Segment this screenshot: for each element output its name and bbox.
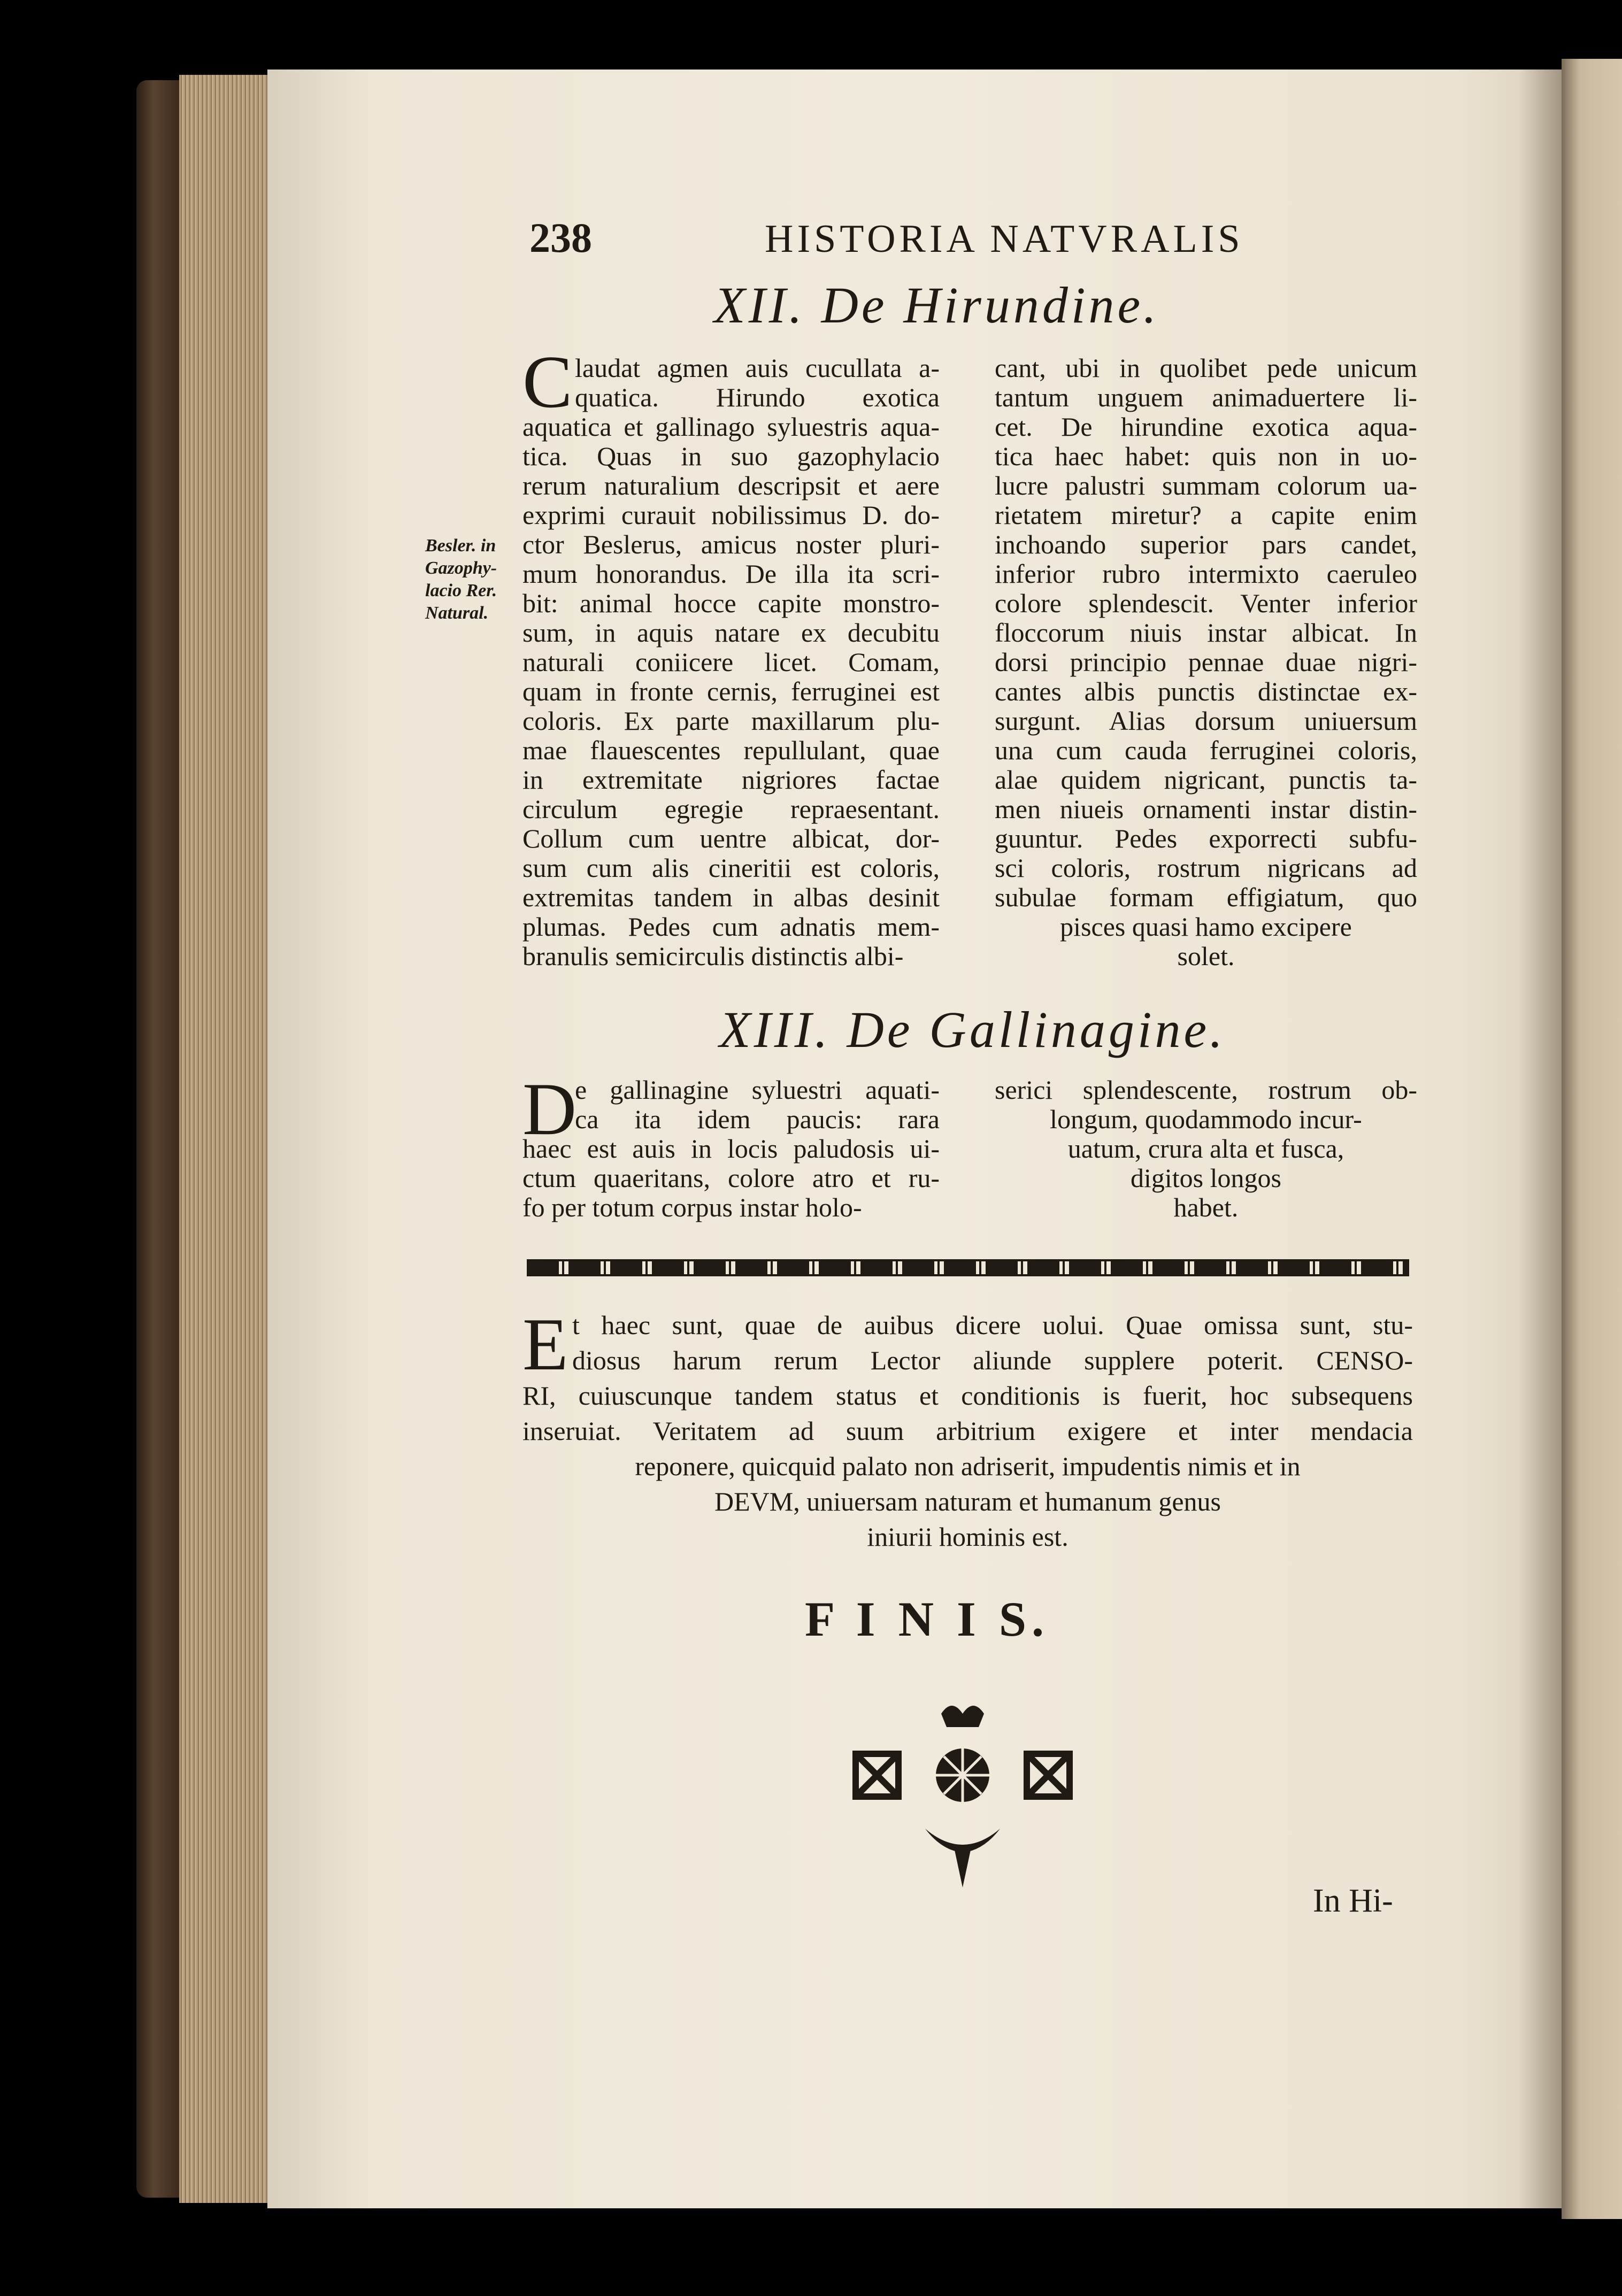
spine-shadow [1519, 70, 1562, 2208]
text-line: t haec sunt, quae de auibus dicere uolui. Quae omissa sunt, stu- [572, 1310, 1413, 1340]
printers-ornament [834, 1695, 1080, 1893]
text-line: extremitas tandem in albas desinit [522, 882, 940, 912]
running-title: HISTORIA NATVRALIS [765, 217, 1244, 261]
text-line: sum cum alis cineritii est coloris, [522, 853, 940, 883]
text-line: surgunt. Alias dorsum uniuersum [995, 706, 1417, 736]
text-line: in extremitate nigriores factae [522, 765, 940, 795]
text-line: ca ita idem paucis: rara [575, 1104, 940, 1134]
facing-page-edge [1562, 59, 1622, 2219]
text-line: cantes albis punctis distinctae ex- [995, 676, 1417, 706]
crown-icon [941, 1706, 984, 1727]
text-line: sum, in aquis natare ex decubitu [522, 618, 940, 648]
text-line: diosus harum rerum Lector aliunde supplere poterit. CENSO- [572, 1345, 1413, 1375]
text-line: quatica. Hirundo exotica [575, 382, 940, 412]
text-line: laudat agmen auis cucullata a- [575, 353, 940, 383]
text-line: habet. [1173, 1192, 1239, 1222]
text-line: dorsi principio pennae duae nigri- [995, 647, 1417, 677]
ornamental-rule [527, 1259, 1409, 1276]
text-line: Collum cum uentre albicat, dor- [522, 823, 940, 853]
text-line: solet. [1177, 941, 1235, 971]
text-line: bit: animal hocce capite monstro- [522, 588, 940, 618]
text-line: alae quidem nigricant, punctis ta- [995, 765, 1417, 795]
text-line: una cum cauda ferruginei coloris, [995, 735, 1417, 765]
text-line: haec est auis in locis paludosis ui- [522, 1134, 940, 1164]
text-line: RI, cuiuscunque tandem status et conditionis is fuerit, hoc subsequens [522, 1381, 1413, 1411]
text-line: lucre palustri summam colorum ua- [995, 471, 1417, 500]
text-line: inferior rubro intermixto caeruleo [995, 559, 1417, 589]
text-line: floccorum niuis instar albicat. In [995, 618, 1417, 648]
text-line: fo per totum corpus instar holo- [522, 1192, 862, 1222]
text-line: mae flauescentes repullulant, quae [522, 735, 940, 765]
margin-note-line: Besler. in [425, 536, 496, 556]
text-line: colore splendescit. Venter inferior [995, 588, 1417, 618]
text-line: coloris. Ex parte maxillarum plu- [522, 706, 940, 736]
text-line: guuntur. Pedes exporrecti subfu- [995, 823, 1417, 853]
text-line: DEVM, uniuersam naturam et humanum genus [714, 1486, 1221, 1516]
text-line: inseruiat. Veritatem ad suum arbitrium exigere et inter mendacia [522, 1416, 1413, 1446]
drop-cap-c: C [522, 341, 573, 423]
text-line: e gallinagine syluestri aquati- [575, 1075, 940, 1105]
text-line: branulis semicirculis distinctis albi- [522, 941, 904, 971]
text-line: tica haec habet: quis non in uo- [995, 441, 1417, 471]
text-line: aquatica et gallinago syluestris aqua- [522, 412, 940, 442]
text-line: iniurii hominis est. [867, 1522, 1068, 1552]
text-line: longum, quodammodo incur- [1050, 1104, 1362, 1134]
text-line: tantum unguem animaduertere li- [995, 382, 1417, 412]
text-line: subulae formam effigiatum, quo [995, 882, 1417, 912]
book-cover-edge [136, 80, 179, 2198]
text-line: inchoando superior pars candet, [995, 529, 1417, 559]
text-line: uatum, crura alta et fusca, [1067, 1134, 1344, 1164]
margin-note-line: Gazophy- [425, 558, 497, 578]
text-line: digitos longos [1131, 1163, 1281, 1193]
finis: F I N I S. [805, 1592, 1049, 1646]
margin-note-line: lacio Rer. [425, 581, 497, 600]
page-number: 238 [529, 214, 592, 261]
text-line: pisces quasi hamo excipere [1060, 912, 1352, 942]
text-line: sci coloris, rostrum nigricans ad [995, 853, 1417, 883]
text-line: ctum quaeritans, colore atro et ru- [522, 1163, 940, 1193]
text-line: naturali coniicere licet. Comam, [522, 647, 940, 677]
section-title-gallinagine: XIII. De Gallinagine. [719, 1001, 1226, 1058]
text-line: rerum naturalium descripsit et aere [522, 471, 940, 500]
text-line: reponere, quicquid palato non adriserit, impudentis nimis et in [635, 1451, 1301, 1481]
text-line: mum honorandus. De illa ita scri- [522, 559, 940, 589]
catchword: In Hi- [1313, 1883, 1393, 1919]
drop-cap-d: D [522, 1068, 577, 1151]
text-line: cant, ubi in quolibet pede unicum [995, 353, 1417, 383]
text-line: exprimi curauit nobilissimus D. do- [522, 500, 940, 530]
text-line: men niueis ornamenti instar distin- [995, 794, 1417, 824]
page-block-edges [179, 75, 270, 2203]
text-line: tica. Quas in suo gazophylacio [522, 441, 940, 471]
text-line: quam in fronte cernis, ferruginei est [522, 676, 940, 706]
text-line: plumas. Pedes cum adnatis mem- [522, 912, 940, 942]
text-line: ctor Beslerus, amicus noster pluri- [522, 529, 940, 559]
section-title-hirundine: XII. De Hirundine. [714, 276, 1160, 334]
margin-note-line: Natural. [425, 603, 489, 623]
drop-cap-e: E [522, 1303, 568, 1386]
text-line: serici splendescente, rostrum ob- [995, 1075, 1417, 1105]
text-line: rietatem miretur? a capite enim [995, 500, 1417, 530]
text-line: circulum egregie repraesentant. [522, 794, 940, 824]
text-line: cet. De hirundine exotica aqua- [995, 412, 1417, 442]
